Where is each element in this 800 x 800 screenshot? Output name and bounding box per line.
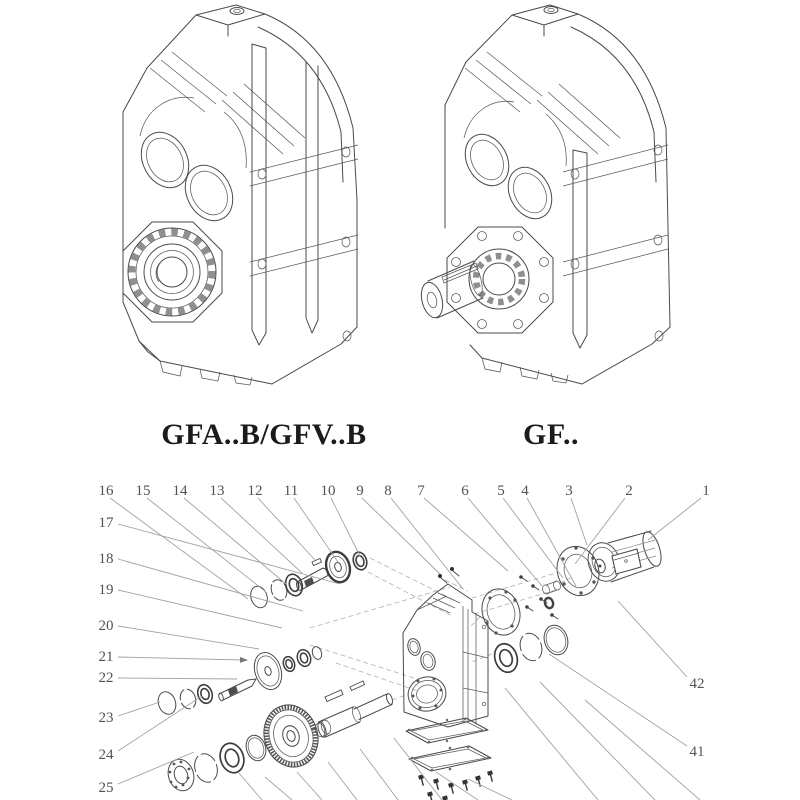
electric-motor xyxy=(583,530,664,586)
input-gear xyxy=(322,549,353,586)
motor-coupling xyxy=(541,580,561,609)
cover-flange-ring xyxy=(476,584,526,640)
intermediate-oil-seal xyxy=(155,689,178,716)
intermediate-snap-ring xyxy=(178,687,198,711)
model-label-left: GFA..B/GFV..B xyxy=(161,418,367,451)
part-number-1: 1 xyxy=(702,483,710,499)
part-number-13: 13 xyxy=(209,483,225,499)
leader-arrow-21 xyxy=(240,657,248,663)
leader-line-10 xyxy=(331,498,360,556)
part-number-15: 15 xyxy=(135,483,151,499)
part-number-18: 18 xyxy=(98,551,114,567)
leader-line-42 xyxy=(618,601,687,677)
part-number-41: 41 xyxy=(689,744,705,760)
leader-line-11 xyxy=(294,498,338,562)
part-number-11: 11 xyxy=(283,483,299,499)
leader-line-13 xyxy=(221,498,302,573)
leader-line-21 xyxy=(118,657,243,660)
part-number-14: 14 xyxy=(172,483,188,499)
leader-line-6 xyxy=(468,498,542,586)
leader-line-19 xyxy=(118,590,282,628)
part-number-25: 25 xyxy=(98,780,114,796)
intermediate-washer xyxy=(311,645,324,660)
output-ball-bearing xyxy=(164,756,198,794)
leader-line-25 xyxy=(118,752,194,784)
part-number-24: 24 xyxy=(98,747,114,763)
leader-line-22 xyxy=(118,678,237,679)
seal-bearing xyxy=(491,641,521,675)
part-number-10: 10 xyxy=(320,483,336,499)
gearbox-drawing-left xyxy=(123,5,358,385)
projection-dashed-lines xyxy=(310,558,573,700)
gearbox-drawing-right xyxy=(418,5,670,384)
intermediate-bearing-2 xyxy=(295,648,313,668)
intermediate-bearing-3 xyxy=(195,683,214,705)
part-number-42: 42 xyxy=(689,676,705,692)
part-number-8: 8 xyxy=(384,483,392,499)
output-seal-set xyxy=(491,622,572,675)
output-snap-ring xyxy=(191,751,221,785)
leader-line-16 xyxy=(110,498,248,599)
leader-line-1 xyxy=(648,498,701,540)
part-number-9: 9 xyxy=(356,483,364,499)
gear-housing xyxy=(403,584,488,727)
bottom-cover xyxy=(409,746,491,772)
output-bearing xyxy=(216,740,247,776)
output-helical-gear xyxy=(256,698,326,774)
part-number-21: 21 xyxy=(98,649,114,665)
seal-snap-ring xyxy=(517,630,546,663)
part-number-3: 3 xyxy=(565,483,573,499)
leader-line-23 xyxy=(118,702,160,716)
leader-line-3 xyxy=(571,498,587,545)
part-number-16: 16 xyxy=(98,483,114,499)
part-number-20: 20 xyxy=(98,618,114,634)
intermediate-pinion-shaft xyxy=(218,679,256,701)
intermediate-shaft-parts xyxy=(155,645,323,716)
leader-line-5 xyxy=(503,498,563,578)
part-number-22: 22 xyxy=(98,670,114,686)
leader-line-15 xyxy=(147,498,266,592)
leader-line-4 xyxy=(527,498,576,586)
part-number-4: 4 xyxy=(521,483,529,499)
input-bearing-2 xyxy=(351,550,369,571)
leader-line-41 xyxy=(549,654,687,746)
callout-layer xyxy=(99,483,710,796)
leader-line-7 xyxy=(424,498,508,571)
part-number-12: 12 xyxy=(247,483,263,499)
leader-line-8 xyxy=(391,498,463,589)
output-key xyxy=(325,690,343,702)
leader-line-20 xyxy=(118,626,259,649)
part-number-17: 17 xyxy=(98,515,114,531)
part-number-23: 23 xyxy=(98,710,114,726)
output-washer xyxy=(243,733,269,764)
part-number-5: 5 xyxy=(497,483,505,499)
part-number-2: 2 xyxy=(625,483,633,499)
leader-line-9 xyxy=(362,498,440,574)
leader-line-17 xyxy=(118,524,340,584)
output-key-2 xyxy=(350,681,365,691)
part-number-7: 7 xyxy=(417,483,425,499)
leader-line-24 xyxy=(118,696,202,751)
input-oil-seal xyxy=(248,584,270,610)
seal-o-ring xyxy=(540,622,571,658)
model-label-right: GF.. xyxy=(523,418,579,451)
leader-line-12 xyxy=(258,498,315,560)
input-key xyxy=(312,559,322,566)
intermediate-bearing xyxy=(281,655,296,673)
exploded-view xyxy=(99,483,710,800)
part-number-6: 6 xyxy=(461,483,469,499)
intermediate-gear xyxy=(250,649,286,693)
part-number-19: 19 xyxy=(98,582,114,598)
